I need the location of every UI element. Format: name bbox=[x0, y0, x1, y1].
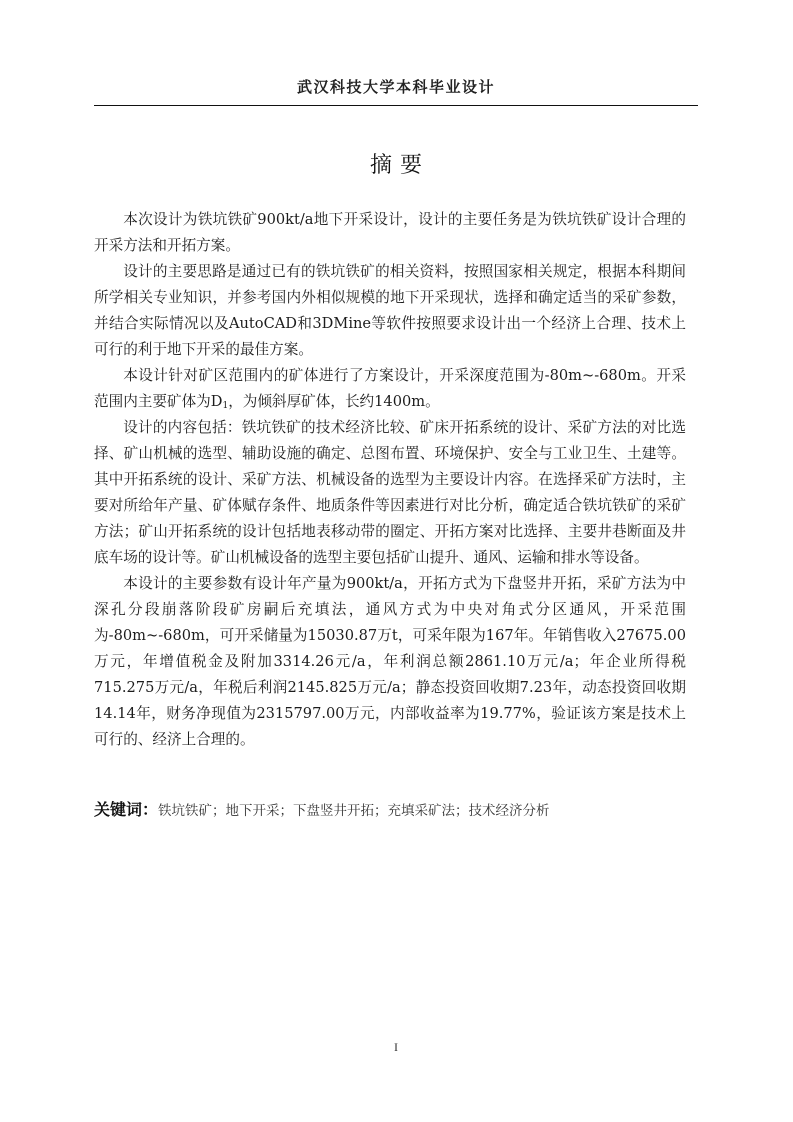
abstract-paragraph-1: 本次设计为铁坑铁矿900kt/a地下开采设计，设计的主要任务是为铁坑铁矿设计合理的开采方法和开拓方案。 bbox=[94, 211, 686, 254]
abstract-paragraph-4: 设计的内容包括：铁坑铁矿的技术经济比较、矿床开拓系统的设计、采矿方法的对比选择、矿山机械的选型、辅助设施的确定、总图布置、环境保护、安全与工业卫生、土建等。其中开拓系统的设计、采矿方法、机械设备的选型为主要设计内容。在选择采矿方法时，主要对所给年产量、矿体赋存条件、地质条件等因素进行对比分析，确定适合铁坑铁矿的采矿方法；矿山开拓系统的设计包括地表移动带的圈定、开拓方案对比选择、主要井巷断面及井底车场的设计等。矿山机械设备的选型主要包括矿山提升、通风、运输和排水等设备。 bbox=[94, 419, 686, 566]
title-char-2: 要 bbox=[400, 153, 423, 178]
abstract-body bbox=[94, 207, 686, 753]
paragraph-3-text-b: ，为倾斜厚矿体，长约1400m。 bbox=[228, 393, 440, 410]
page-number: I bbox=[394, 1040, 398, 1054]
page-title bbox=[94, 151, 698, 181]
abstract-paragraph-2: 设计的主要思路是通过已有的铁坑铁矿的相关资料，按照国家相关规定，根据本科期间所学相关专业知识，并参考国内外相似规模的地下开采现状，选择和确定适当的采矿参数，并结合实际情况以及AutoCAD和3DMine等软件按照要求设计出一个经济上合理、技术上可行的利于地下开采的最佳方案。 bbox=[94, 263, 686, 358]
abstract-paragraph-5: 本设计的主要参数有设计年产量为900kt/a，开拓方式为下盘竖井开拓，采矿方法为中深孔分段崩落阶段矿房嗣后充填法，通风方式为中央对角式分区通风，开采范围为-80m~-680m，可开采储量为15030.87万t，可采年限为167年。年销售收入27675.00万元，年增值税金及附加3314.26元/a，年利润总额2861.10万元/a；年企业所得税715.275万元/a，年税后利润2145.825万元/a；静态投资回收期7.23年，动态投资回收期14.14年，财务净现值为2315797.00万元，内部收益率为19.77%，验证该方案是技术上可行的、经济上合理的。 bbox=[94, 575, 686, 748]
abstract-paragraph-3 bbox=[94, 363, 686, 415]
keywords-label: 关键词： bbox=[94, 800, 159, 819]
paragraph-3-text-a: 本设计针对矿区范围内的矿体进行了方案设计，开采深度范围为-80m~-680m。开采范围内主要矿体为D bbox=[94, 367, 686, 410]
keywords-line bbox=[94, 797, 694, 824]
header-divider bbox=[94, 105, 698, 106]
keywords-list: 铁坑铁矿；地下开采；下盘竖井开拓；充填采矿法；技术经济分析 bbox=[158, 803, 550, 819]
title-char-1: 摘 bbox=[369, 153, 392, 178]
running-header: 武汉科技大学本科毕业设计 bbox=[296, 78, 495, 96]
subscript-1: 1 bbox=[222, 401, 229, 411]
